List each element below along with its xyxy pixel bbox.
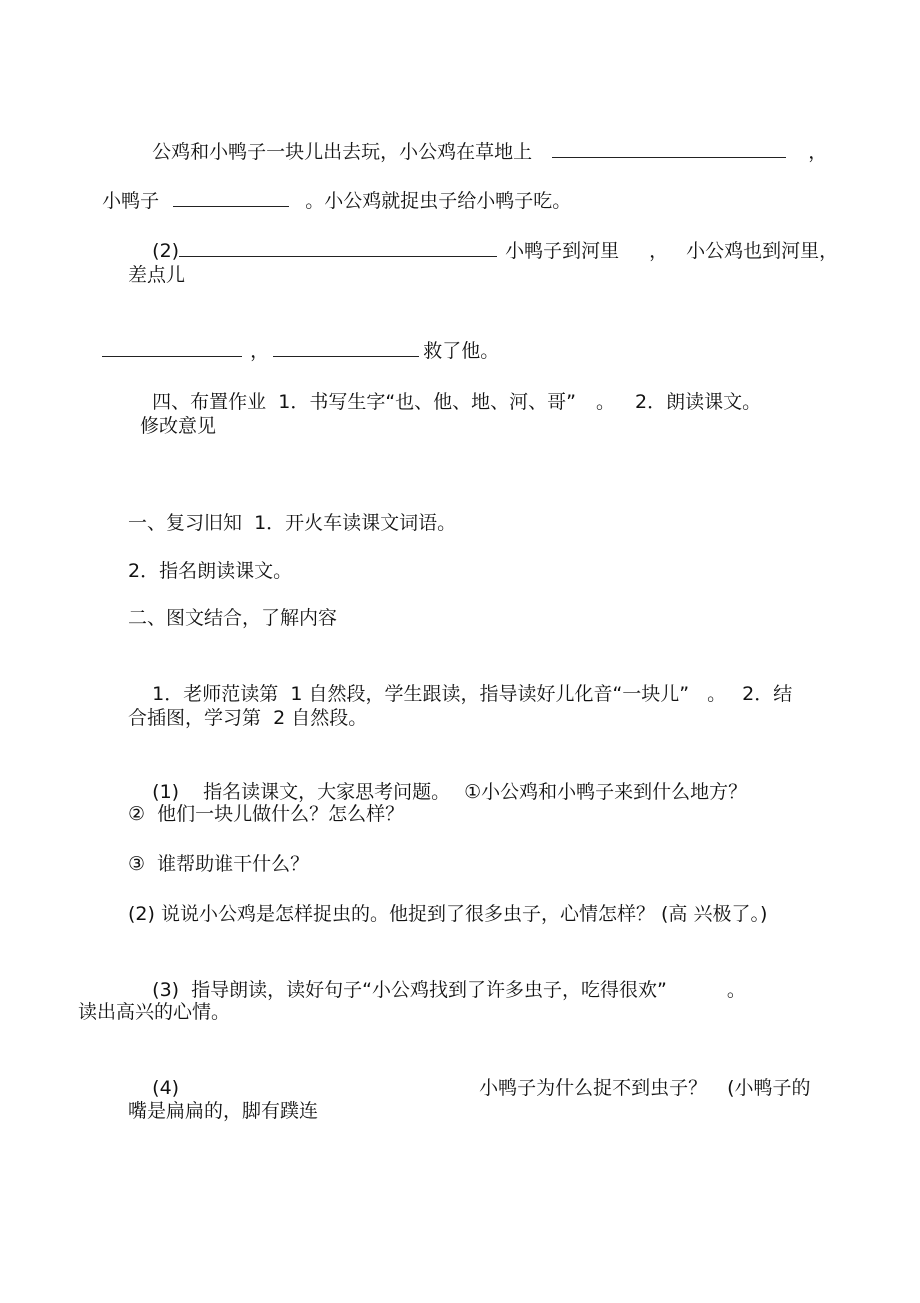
text: 救了他。 bbox=[423, 340, 500, 362]
text: 。 bbox=[707, 683, 727, 705]
paragraph-line: 差点儿 bbox=[128, 264, 186, 286]
text: 小鸭子 bbox=[102, 190, 160, 212]
text: ， bbox=[250, 340, 270, 362]
text: (4) bbox=[152, 1077, 180, 1099]
paragraph-line: ③ 谁帮助谁干什么？ bbox=[128, 853, 310, 875]
paragraph-line: 嘴是扁扁的，脚有蹼连 bbox=[128, 1100, 319, 1122]
paragraph-line: 一、复习旧知 1．开火车读课文词语。 bbox=[128, 512, 457, 534]
text: 。 bbox=[596, 391, 616, 413]
fill-blank bbox=[179, 238, 497, 257]
fill-blank bbox=[173, 188, 289, 207]
text: 小鸭子为什么捉不到虫子？ bbox=[479, 1077, 708, 1099]
paragraph-line: 合插图，学习第 2 自然段。 bbox=[128, 707, 368, 729]
text: 指名读课文，大家思考问题。 bbox=[203, 781, 451, 803]
text: (2) bbox=[152, 240, 180, 262]
text: 小鸭子到河里 bbox=[505, 240, 620, 262]
text: (小鸭子的 bbox=[727, 1077, 811, 1099]
section-heading: 修改意见 bbox=[140, 415, 217, 437]
text: ， bbox=[649, 240, 669, 262]
fill-blank bbox=[102, 338, 242, 357]
paragraph-line: 二、图文结合，了解内容 bbox=[128, 607, 338, 629]
text: 小公鸡也到河里， bbox=[686, 240, 839, 262]
text: 1．老师范读第 1 自然段，学生跟读，指导读好儿化音“一块儿” bbox=[152, 683, 690, 705]
text: (3) 指导朗读，读好句子“小公鸡找到了许多虫子，吃得很欢” bbox=[152, 979, 667, 1001]
paragraph-line bbox=[128, 363, 761, 441]
text: 四、布置作业 1．书写生字“也、他、地、河、哥” bbox=[152, 391, 577, 413]
paragraph-line: (2) 说说小公鸡是怎样捉虫的。他捉到了很多虫子，心情怎样？ (高 兴极了。) bbox=[128, 903, 768, 925]
text: 。小公鸡就捉虫子给小鸭子吃。 bbox=[305, 190, 572, 212]
text: 公鸡和小鸭子一块儿出去玩，小公鸡在草地上 bbox=[152, 141, 533, 163]
text: 2．结 bbox=[742, 683, 793, 705]
text: ①小公鸡和小鸭子来到什么地方？ bbox=[464, 781, 748, 803]
paragraph-line: ② 他们一块儿做什么？怎么样？ bbox=[128, 803, 405, 825]
text: ， bbox=[808, 141, 828, 163]
paragraph-line: 读出高兴的心情。 bbox=[78, 1001, 231, 1023]
fill-blank bbox=[273, 338, 419, 357]
text: (1) bbox=[152, 781, 180, 803]
text: 。 bbox=[726, 979, 746, 1001]
paragraph-line: 2．指名朗读课文。 bbox=[128, 560, 293, 582]
text: 2．朗读课文。 bbox=[635, 391, 762, 413]
fill-blank bbox=[552, 139, 786, 158]
paragraph-line bbox=[128, 212, 838, 290]
